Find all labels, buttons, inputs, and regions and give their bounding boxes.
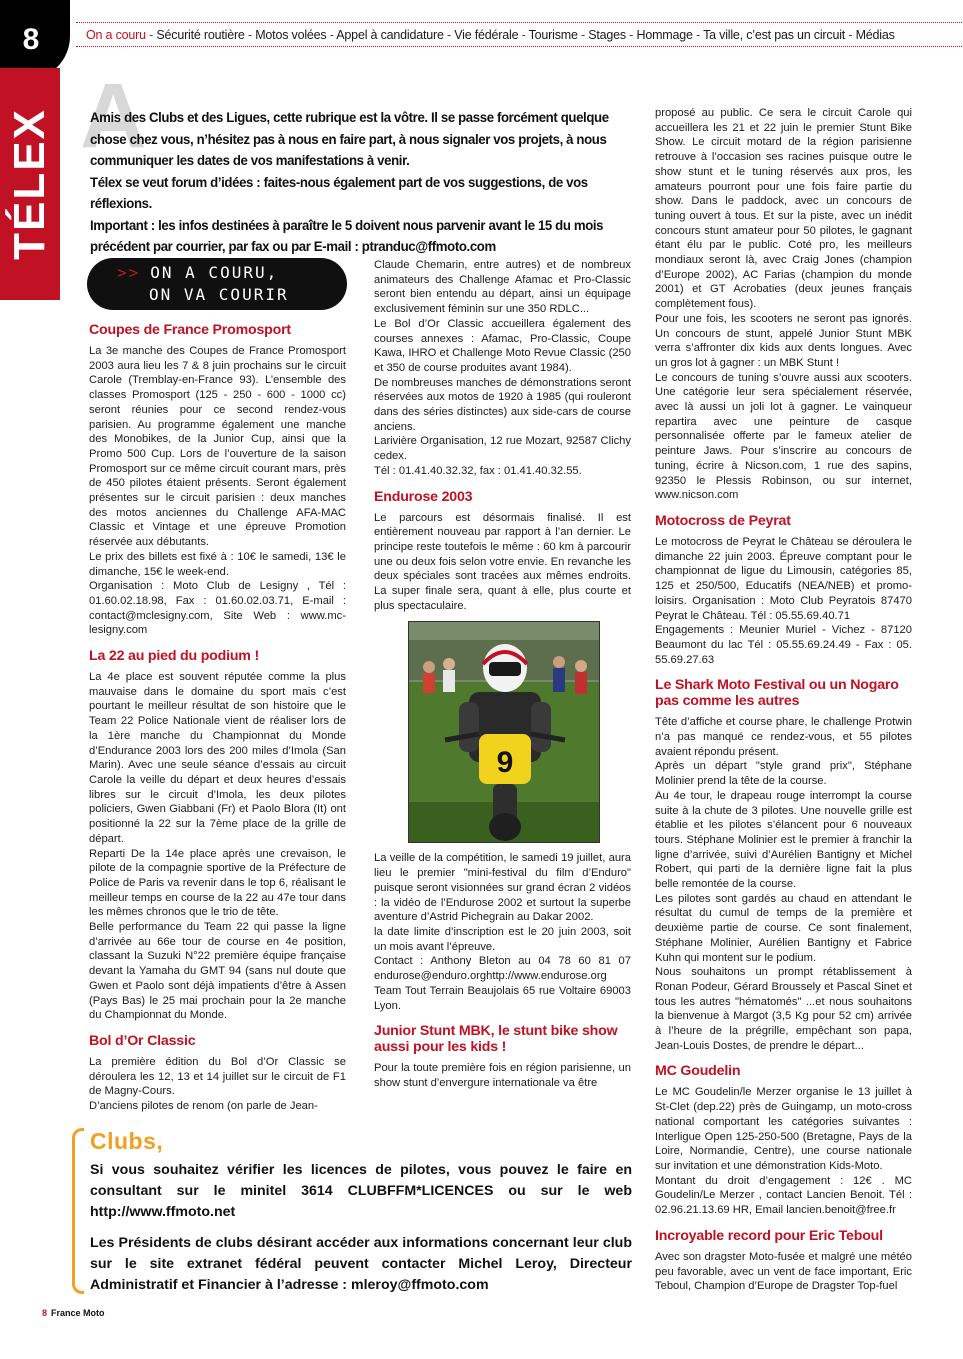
article-paragraph: Les pilotes sont gardés au chaud en attendant le résultat du cumul de temps de la première et deuxième partie de course. Ce sont finalement, Stéphane Molinier, Aurélien Bantigny et Fabrice Kuhn qui montent sur le podium.: [655, 892, 912, 964]
article-endurose: [374, 489, 631, 1014]
section-badge: [87, 258, 347, 310]
article-paragraph: La veille de la compétition, le samedi 19 juillet, aura lieu le premier "mini-festival du film d’Enduro" puisque seront visionnées sur grand écran 2 vidéos : la vidéo de l’Endurose 2002 et surtout la superbe aventure d’Astrid Pichegrain au Dakar 2002.: [374, 852, 631, 924]
bib-number: 9: [496, 746, 514, 780]
article-paragraph: Le prix des billets est fixé à : 10€ le samedi, 13€ le dimanche, 15€ le week-end.: [89, 550, 346, 578]
article-junior-cont: [655, 106, 912, 503]
article-paragraph: Pour une fois, les scooters ne seront pas ignorés. Un concours de stunt, appelé Junior Stunt MBK verra s’affronter dix kids aux dents longues. Avec un gros lot à gagner : un MBK Stunt !: [655, 312, 912, 369]
page-footer: [42, 1308, 105, 1318]
chevron-icon: >>: [117, 263, 141, 282]
section-sidebar: [0, 68, 60, 300]
article-paragraph: Le Bol d’Or Classic accueillera également des courses annexes : Afamac, Pro-Classic, Coupe Kawa, IHRO et Challenge Moto Revue Classic (250 et 350 de course produites avant 1984).: [374, 317, 631, 374]
rider-photo: [408, 621, 600, 843]
column-3: [655, 106, 912, 1304]
article-boldor-cont: [374, 258, 631, 479]
article-junior: [374, 1023, 631, 1090]
drop-initial: A: [80, 65, 147, 167]
section-label: TÉLEX: [5, 108, 55, 260]
article-paragraph: La 3e manche des Coupes de France Promosport 2003 aura lieu les 7 & 8 juin prochains sur le circuit Carole (Tremblay-en-France 93). L’ensemble des classes Promosport (125 - 250 - 600 - 1000 cc) seront réunies pour ce second rendez-vous parisien. Au programme également une manche des Monobikes, de la Junior Cup, ainsi que la Promo 500 Cup. Lors de l’ouverture de la saison Promosport sur ce même circuit courant mars, près de 450 pilotes étaient présents. Seront également présentes sur le circuit parisien : deux manches des motos anciennes du Challenge AFA-MAC Classic et Vintage et une épreuve Promotion réservée aux débutants.: [89, 345, 346, 549]
article-paragraph: Claude Chemarin, entre autres) et de nombreux animateurs des Challenge Afamac et Pro-Classic seront bien entendu au départ, ainsi un équipage exclusivement féminin sur une 350 RDLC...: [374, 259, 631, 316]
nav-item: Stages: [588, 28, 626, 42]
article-contact: Contact : Anthony Bleton au 04 78 60 81 07 endurose@enduro.orghttp://www.endurose.org Team Tout Terrain Beaujolais 65 rue Voltaire 69003 Lyon.: [374, 955, 631, 1012]
clubs-title: Clubs,: [90, 1128, 164, 1154]
nav-item: Hommage: [636, 28, 693, 42]
rider-photo-image: [409, 622, 600, 843]
article-paragraph: Pour la toute première fois en région parisienne, un show stunt d’envergure internationale va être: [374, 1062, 631, 1089]
article-shark: [655, 677, 912, 1053]
article-paragraph: la date limite d’inscription est le 20 juin 2003, soit un mois avant l’épreuve.: [374, 925, 631, 953]
column-2: [374, 258, 631, 1101]
article-paragraph: D’anciens pilotes de renom (on parle de Jean-: [89, 1100, 318, 1113]
article-contact: Tél : 01.41.40.32.32, fax : 01.41.40.32.55.: [374, 464, 582, 477]
intro-block: [90, 108, 629, 259]
article-boldor: [89, 1033, 346, 1114]
article-title: MC Goudelin: [655, 1063, 741, 1080]
article-contact: Montant du droit d’engagement : 12€ . MC Goudelin/Le Merzer , contact Lancien Benoit. Tél : 02.96.21.13.69 HR, Email lancien.benoit@free.fr: [655, 1174, 912, 1217]
article-title: Bol d’Or Classic: [89, 1032, 196, 1049]
article-paragraph: Après un départ "style grand prix", Stéphane Molinier prend la tête de la course.: [655, 760, 912, 788]
intro-important: Important : les infos destinées à paraître le 5 doivent nous parvenir avant le 15 du mois précédent par courrier, par fax ou par E-mail : ptranduc@ffmoto.com: [90, 217, 604, 255]
nav-item-on-a-couru: On a couru: [86, 28, 146, 42]
header-rule-top: [76, 22, 962, 23]
footer-page-number: 8: [42, 1308, 48, 1318]
clubs-paragraph: Les Présidents de clubs désirant accéder aux informations concernant leur club sur le site extranet fédéral peuvent contacter Michel Leroy, Directeur Administratif et Financier à l’adresse : mleroy@ffmoto.com: [90, 1235, 632, 1293]
article-title: La 22 au pied du podium !: [89, 648, 259, 665]
article-title: Motocross de Peyrat: [655, 512, 791, 529]
article-coupes: [89, 322, 346, 638]
article-paragraph: Tête d’affiche et course phare, le challenge Protwin n’a pas manqué ce rendez-vous, et 55 pilotes avaient répondu présent.: [655, 716, 912, 758]
clubs-box: [72, 1128, 636, 1298]
article-paragraph: La première édition du Bol d’Or Classic se déroulera les 12, 13 et 14 juillet sur le circuit de F1 de Magny-Cours.: [89, 1055, 346, 1098]
clubs-paragraph: Si vous souhaitez vérifier les licences de pilotes, vous pouvez le faire en consultant sur le minitel 3614 CLUBFFM*LICENCES ou sur le web http://www.ffmoto.net: [90, 1162, 632, 1220]
article-title: Junior Stunt MBK, le stunt bike show aussi pour les kids !: [374, 1023, 618, 1056]
nav-item: Vie fédérale: [454, 28, 519, 42]
nav-item: Sécurité routière: [156, 28, 245, 42]
clubs-bracket: [72, 1128, 84, 1294]
badge-line2: ON VA COURIR: [149, 285, 289, 304]
article-title: Coupes de France Promosport: [89, 322, 291, 338]
article-title: Endurose 2003: [374, 488, 473, 505]
article-paragraph: Larivière Organisation, 12 rue Mozart, 92587 Clichy cedex.: [374, 435, 631, 463]
article-paragraph: Le parcours est désormais finalisé. Il est entièrement nouveau par rapport à l’an dernier. Le principe reste toutefois le même : 60 km à parcourir une ou deux fois selon votre envie. En revanche les deux spéciales sont tracées aux mêmes endroits. La super finale sera, quant à elle, plus courte et plus spectaculaire.: [374, 511, 631, 612]
article-title: Incroyable record pour Eric Teboul: [655, 1227, 883, 1244]
article-paragraph: Le MC Goudelin/le Merzer organise le 13 juillet à St-Clet (dep.22) près de Guingamp, un moto-cross national comportant les catégories suivantes : Interligue Open 125-250-500 (Bretagne, Pays de la Loire, Normandie, Centre), une course nationale sur invitation et une démonstration Kids-Moto.: [655, 1086, 912, 1172]
header-nav: On a couru - Sécurité routière - Motos volées - Appel à candidature - Vie fédérale - Tourisme - Stages - Hommage - Ta ville, c’est pas un circuit - Médias: [86, 28, 895, 42]
article-teboul: [655, 1228, 912, 1294]
nav-item: Appel à candidature: [336, 28, 444, 42]
article-paragraph: La 4e place est souvent réputée comme la plus mauvaise dans le domaine du sport mais c’est pourtant le meilleur résultat de son histoire que le Team 22 Police Nationale vient de réaliser lors de la 1ère manche du Championnat du Monde d’Endurance 2003 lors des 200 miles d’Imola (San Marin). Avec une seule séance d’essais au circuit Carole la veille du départ et deux heures d’essais libres sur le circuit d’Imola, les deux pilotes policiers, Gwen Giabbani (Fr) et Paolo Blora (It) ont positionné la 22 sur la 7ème place de la grille de départ.: [89, 671, 346, 845]
article-paragraph: Le motocross de Peyrat le Château se déroulera le dimanche 22 juin 2003. Épreuve comptant pour le championnat de ligue du Limousin, catégories 85, 125 et 250/500, Educatifs (NEA/NEB) et promo-loisirs. Organisation : Moto Club Peyratois 87470 Peyrat le Château. Tél : 05.55.69.40.71: [655, 535, 912, 622]
nav-item: Tourisme: [528, 28, 578, 42]
article-contact: Organisation : Moto Club de Lesigny , Tél : 01.60.02.18.98, Fax : 01.60.02.03.71, E-mail : contact@mclesigny.com, Site Web : www.mc-lesigny.com: [89, 580, 346, 637]
nav-item: Motos volées: [255, 28, 327, 42]
nav-item: Médias: [855, 28, 895, 42]
badge-line1: ON A COURU,: [150, 263, 279, 282]
footer-magazine: France Moto: [51, 1308, 105, 1318]
article-paragraph: Belle performance du Team 22 qui passe la ligne d’arrivée au 66e tour de course en 4e position, classant la Suzuki N°22 première équipe française devant la Yamaha du GMT 94 (sans nul doute que Gwen et Paolo sont déjà impatients d’être à Assen (Pays Bas) le 25 mai prochain pour la 2e manche du Championnat du Monde.: [89, 921, 346, 1022]
intro-paragraph: Télex se veut forum d’idées : faites-nous également part de vos suggestions, de vos réflexions.: [90, 174, 588, 212]
article-goudelin: [655, 1063, 912, 1217]
article-la22: [89, 648, 346, 1023]
article-title: Le Shark Moto Festival ou un Nogaro pas comme les autres: [655, 677, 899, 710]
article-paragraph: Le concours de tuning s’ouvre aussi aux scooters. Une catégorie leur sera spécialement réservée, avec là aussi un joli lot à gagner. Le vainqueur repartira avec une peinture de casque personnalisée offerte par le fameux atelier de peinture Jaws. Pour s’inscrire au concours de tuning, écrire à Nicson.com, 1 rue des sapins, 92350 le Plessis Robinson, ou sur internet, www.nicson.com: [655, 371, 912, 502]
nav-item: Ta ville, c’est pas un circuit: [703, 28, 846, 42]
header-rule-bottom: [76, 46, 962, 47]
clubs-body: [90, 1160, 632, 1306]
page-number: 8: [22, 23, 40, 56]
article-paragraph: proposé au public. Ce sera le circuit Carole qui accueillera les 21 et 22 juin le premier Stunt Bike Show. Le circuit motard de la région parisienne retrouve à l’occasion ses racines puisque outre le show stunt et le tuning réservés aux pros, les amateurs pourront pour une fois faire partie du show. Dans le paddock, avec un concours de tuning ouvert à tous. Et sur la piste, avec un inédit concours stunt amateur pour 50 pilotes, le gagnant étant élu par le public. Coté pro, les meilleurs mondiaux seront là, avec Craig Jones (champion d’Europe 2002), AC Farias (champion du monde 2001) et GT Acrobaties (deux jeunes français complètement fous).: [655, 107, 912, 311]
article-paragraph: Nous souhaitons un prompt rétablissement à Ronan Podeur, Gérard Broussely et Pascal Sinet et tous les autres "hématomés" ...et nous souhaitons la bienvenue à Margot (3,5 Kg pour 52 cm) arrivée à l’heure de la prégrille, empêchant son papa, Jean-Louis Dostes, de prendre le départ...: [655, 966, 912, 1052]
article-paragraph: De nombreuses manches de démonstrations seront réservées aux motos de 1920 à 1985 (qui rouleront dans des séries distinctes) aux side-cars de course anciens.: [374, 376, 631, 433]
article-peyrat: [655, 513, 912, 667]
article-paragraph: Reparti De la 14e place après une crevaison, le pilote de la compagnie sportive de la Préfecture de Police de Paris va revenir dans le top 6, réalisant le meilleur temps en course de la 22 au 47e tour dans les mêmes chronos que le trio de tête.: [89, 847, 346, 919]
article-contact: Engagements : Meunier Muriel - Vichez - 87120 Beaumont du lac Tél : 05.55.69.24.49 - Fax : 05. 55.69.27.63: [655, 624, 912, 666]
article-paragraph: Au 4e tour, le drapeau rouge interrompt la course suite à la chute de 3 pilotes. Une nouvelle grille est établie et les pilotes s’élancent pour 6 nouveaux tours. Stéphane Molinier est le premier à franchir la ligne d’arrivée, suivi d’Aurélien Bantigny et Michel Robert, qui parti de la dernière ligne fait la plus belle remontée de la course.: [655, 789, 912, 891]
intro-paragraph: Amis des Clubs et des Ligues, cette rubrique est la vôtre. Il se passe forcément quelque chose chez vous, n’hésitez pas à nous en faire part, à nous signaler vos projets, à nous communiquer les dates de vos manifestations à venir.: [90, 110, 609, 169]
column-1: [89, 322, 346, 1124]
article-paragraph: Avec son dragster Moto-fusée et malgré une météo peu favorable, avec un vent de face important, Eric Teboul, Champion d’Europe de Dragster Top-fuel: [655, 1250, 912, 1293]
